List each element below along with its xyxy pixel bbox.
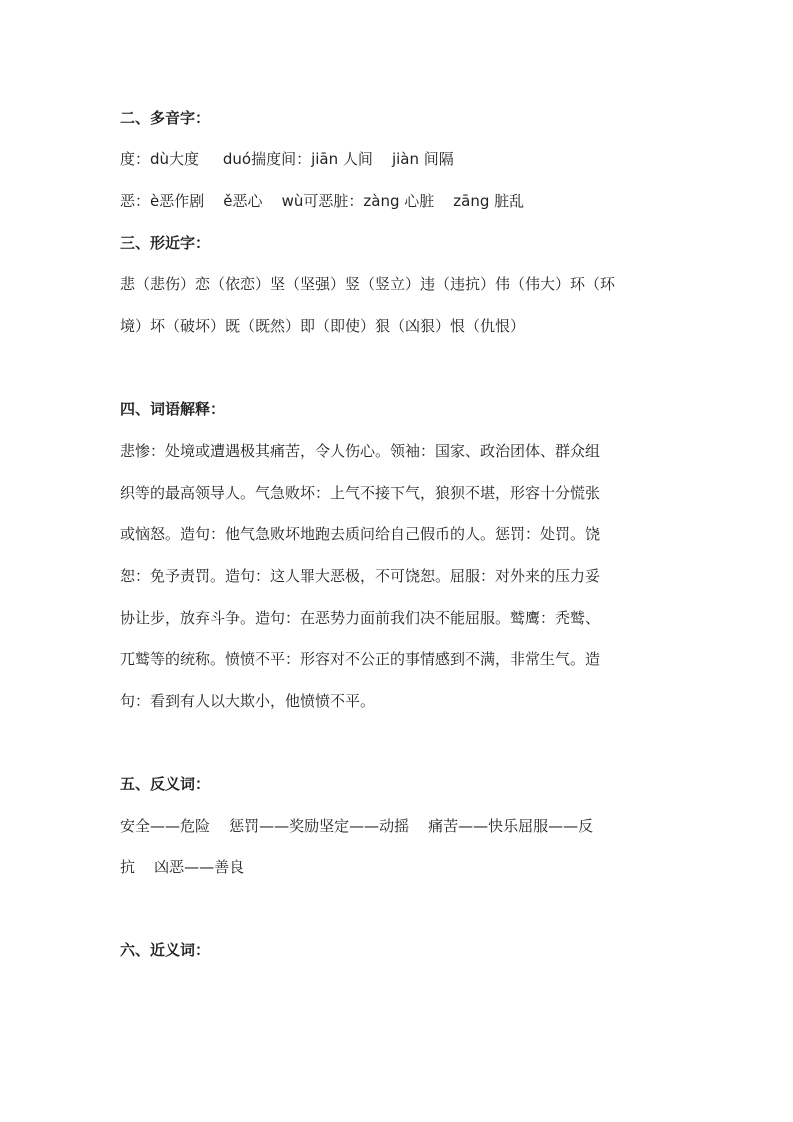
explanation-line-4: 恕：免予责罚。造句：这人罪大恶极，不可饶恕。屈服：对外来的压力妥 [120, 567, 601, 585]
heading-antonyms: 五、反义词： [120, 775, 211, 793]
heading-similar-chars: 三、形近字： [120, 234, 211, 252]
explanation-line-7: 句：看到有人以大欺小，他愤愤不平。 [120, 692, 376, 710]
similar-chars-line-2: 境）坏（破坏）既（既然）即（即使）狠（凶狠）恨（仇恨） [120, 317, 526, 335]
antonyms-line-2: 抗 凶恶——善良 [120, 858, 245, 876]
heading-word-explanations: 四、词语解释： [120, 400, 226, 418]
similar-chars-line-1: 悲（悲伤）恋（依恋）坚（坚强）竖（竖立）违（违抗）伟（伟大）环（环 [120, 275, 616, 293]
explanation-line-1: 悲惨：处境或遭遇极其痛苦，令人伤心。领袖：国家、政治团体、群众组 [120, 442, 601, 460]
polyphone-line-2: 恶：è恶作剧 ě恶心 wù可恶脏：zàng 心脏 zāng 脏乱 [120, 192, 525, 210]
explanation-line-2: 织等的最高领导人。气急败坏：上气不接下气，狼狈不堪，形容十分慌张 [120, 484, 601, 502]
explanation-line-5: 协让步，放弃斗争。造句：在恶势力面前我们决不能屈服。鹫鹰：秃鹫、 [120, 609, 601, 627]
antonyms-line-1: 安全——危险 惩罚——奖励坚定——动摇 痛苦——快乐屈服——反 [120, 817, 594, 835]
explanation-line-6: 兀鹫等的统称。愤愤不平：形容对不公正的事情感到不满，非常生气。造 [120, 650, 601, 668]
heading-synonyms: 六、近义词： [120, 941, 211, 959]
heading-polyphones: 二、多音字： [120, 109, 211, 127]
polyphone-line-1: 度：dù大度 duó揣度间：jiān 人间 jiàn 间隔 [120, 150, 454, 168]
explanation-line-3: 或恼怒。造句：他气急败坏地跑去质问给自己假币的人。惩罚：处罚。饶 [120, 525, 601, 543]
